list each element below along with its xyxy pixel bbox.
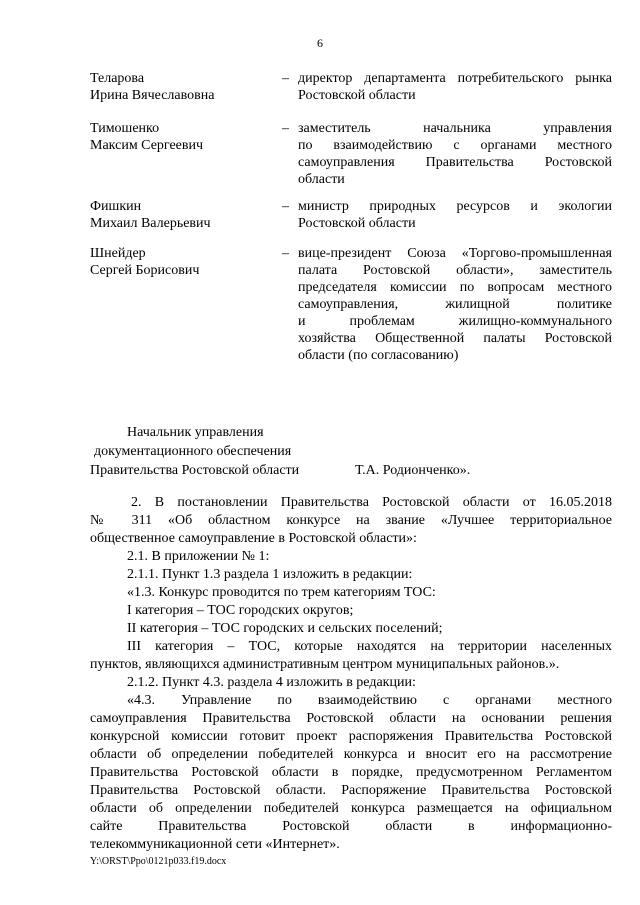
member-name: Теларова Ирина Вячеславовна xyxy=(90,71,215,103)
member-role: вице-президент Союза «Торгово-промышленная палата Ростовской области», заместитель председателя комиссии по вопросам местного самоуправления, жилищной политике и проблемам жилищно-коммунального хозяйства Общественной палаты Ростовской области (по согласованию) xyxy=(298,246,612,363)
signature-line-2: документационного обеспечения xyxy=(94,444,292,459)
member-role: министр природных ресурсов и экологии Ростовской области xyxy=(298,199,612,231)
signature-line-1: Начальник управления xyxy=(127,425,264,440)
member-name: Тимошенко Максим Сергеевич xyxy=(90,121,204,153)
member-role: заместитель начальника управления по взаимодействию с органами местного самоуправления Правительства Ростовской области xyxy=(298,121,612,187)
file-path-footer: Y:\ORST\Ppo\0121p033.f19.docx xyxy=(90,856,227,867)
page-number: 6 xyxy=(317,36,323,50)
signature-name: Т.А. Родионченко». xyxy=(355,463,471,478)
signature-line-3: Правительства Ростовской области xyxy=(90,463,300,478)
member-role: директор департамента потребительского рынка Ростовской области xyxy=(298,71,612,103)
member-name: Фишкин Михаил Валерьевич xyxy=(90,199,211,231)
body-text: 2. В постановлении Правительства Ростовской области от 16.05.2018 № 311 «Об областном конкурсе на звание «Лучшее территориальное общественное самоуправление в Ростовской области»: 2.1. В приложении № 1: 2.1.1. Пункт 1.3 раздела 1 изложить в редакции: «1.3. Конкурс проводится по трем категориям ТОС: I категория – ТОС городских округов; II категория – ТОС городских и сельских поселений; III категория – ТОС, которые находятся на территории населенных пунктов, являющихся административным центром муниципальных районов.». 2.1.2. Пункт 4.3. раздела 4 изложить в редакции: «4.3. Управление по взаимодействию с органами местного самоуправления Правительства Ростовской области на основании решения конкурсной комиссии готовит проект распоряжения Правительства Ростовской области об определении победителей конкурса и вносит его на рассмотрение Правительства Ростовской области в порядке, предусмотренном Регламентом Правительства Ростовской области. Распоряжение Правительства Ростовской области об определении победителей конкурса размещается на официальном сайте Правительства Ростовской области в информационно- телекоммуникационной сети «Интернет». xyxy=(90,495,612,852)
member-name: Шнейдер Сергей Борисович xyxy=(90,246,200,278)
